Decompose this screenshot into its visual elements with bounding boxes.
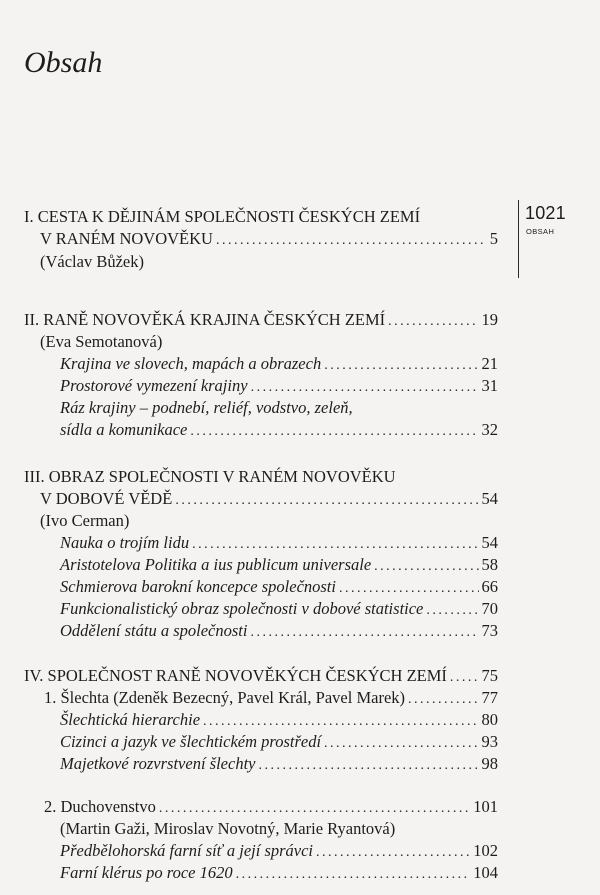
toc-entry-page: 101 (473, 797, 498, 816)
running-header (518, 200, 600, 278)
toc-entry-title: Farní klérus po roce 1620 (60, 863, 233, 882)
toc-entry-page: 32 (481, 420, 498, 439)
toc-entry-page: 31 (481, 376, 498, 395)
toc-entry-page: 77 (481, 688, 498, 707)
toc-entry[interactable] (24, 309, 498, 331)
toc-entry-title: 1. Šlechta (Zdeněk Bezecný, Pavel Král, Pavel Marek) (44, 688, 406, 707)
dot-leader (339, 578, 479, 600)
toc-entry-title: Předbělohorská farní síť a její správci (60, 841, 314, 860)
toc-entry-title: sídla a komunikace (60, 420, 188, 439)
toc-entry-title: V RANÉM NOVOVĚKU (40, 229, 213, 248)
dot-leader (324, 733, 478, 755)
page-number: 1021 (525, 203, 566, 223)
dot-leader (316, 842, 470, 864)
toc-entry-page: 19 (481, 310, 498, 329)
toc-entry[interactable] (60, 419, 498, 441)
toc-entry[interactable] (40, 228, 498, 250)
toc-entry-page: 80 (481, 710, 498, 729)
toc-entry-title: Schmierova barokní koncepce společnosti (60, 577, 336, 596)
toc-entry-title: Šlechtická hierarchie (60, 710, 201, 729)
dot-leader (258, 755, 478, 777)
toc-entry-title: Krajina ve slovech, mapách a obrazech (60, 354, 322, 373)
dot-leader (192, 534, 478, 556)
toc-chapter-heading: I. CESTA K DĚJINÁM SPOLEČNOSTI ČESKÝCH ZEMÍ (24, 207, 421, 226)
toc-entry-page: 5 (489, 229, 498, 248)
toc-entry-title: II. RANĚ NOVOVĚKÁ KRAJINA ČESKÝCH ZEMÍ (24, 310, 386, 329)
dot-leader (203, 711, 478, 733)
toc-entry-title: Cizinci a jazyk ve šlechtickém prostředí (60, 732, 322, 751)
toc-entry[interactable] (60, 731, 498, 753)
toc-author: (Václav Bůžek) (40, 252, 144, 271)
dot-leader (175, 490, 478, 512)
toc-entry-page: 54 (481, 533, 498, 552)
toc-entry[interactable] (60, 840, 498, 862)
toc-entry-page: 104 (473, 863, 498, 882)
toc-entry[interactable] (60, 353, 498, 375)
toc-entry-page: 98 (481, 754, 498, 773)
dot-leader (216, 230, 487, 252)
toc-entry-page: 54 (481, 489, 498, 508)
toc-chapter-heading: III. OBRAZ SPOLEČNOSTI V RANÉM NOVOVĚKU (24, 467, 396, 486)
toc-entry-title: V DOBOVÉ VĚDĚ (40, 489, 173, 508)
toc-entry-title: Aristotelova Politika a ius publicum universale (60, 555, 372, 574)
toc-entry-page: 75 (481, 666, 498, 685)
toc-entry[interactable] (24, 665, 498, 687)
toc-entry-title: IV. SPOLEČNOST RANĚ NOVOVĚKÝCH ČESKÝCH ZEMÍ (24, 666, 447, 685)
toc-entry-title: Nauka o trojím lidu (60, 533, 190, 552)
page-title: Obsah (24, 46, 103, 79)
toc-entry-page: 73 (481, 621, 498, 640)
dot-leader (250, 622, 478, 644)
dot-leader (324, 355, 478, 377)
toc-entry[interactable] (60, 709, 498, 731)
toc-entry-page: 21 (481, 354, 498, 373)
toc-entry-title: 2. Duchovenstvo (44, 797, 156, 816)
dot-leader (251, 377, 479, 399)
dot-leader (426, 600, 478, 622)
dot-leader (159, 798, 470, 820)
dot-leader (236, 864, 471, 886)
toc-entry[interactable] (44, 687, 498, 709)
toc-entry[interactable] (60, 576, 498, 598)
dot-leader (190, 421, 478, 443)
toc-entry-page: 66 (481, 577, 498, 596)
toc-entry-page: 70 (481, 599, 498, 618)
toc-author: (Martin Gaži, Miroslav Novotný, Marie Ryantová) (60, 819, 396, 838)
toc-entry[interactable] (60, 532, 498, 554)
toc-entry-title: Oddělení státu a společnosti (60, 621, 248, 640)
toc-entry-page: 93 (481, 732, 498, 751)
toc-entry-title: Prostorové vymezení krajiny (60, 376, 248, 395)
toc-entry[interactable] (60, 375, 498, 397)
toc-entry[interactable] (40, 488, 498, 510)
toc-entry[interactable] (60, 554, 498, 576)
dot-leader (388, 311, 478, 333)
toc-entry-title: Funkcionalistický obraz společnosti v dobové statistice (60, 599, 424, 618)
toc-entry[interactable] (60, 862, 498, 884)
toc-entry-title: Ráz krajiny – podnebí, reliéf, vodstvo, zeleň, (60, 398, 353, 417)
dot-leader (450, 667, 479, 689)
toc-entry[interactable] (60, 753, 498, 775)
toc-entry-title: Majetkové rozvrstvení šlechty (60, 754, 256, 773)
toc-entry[interactable] (60, 598, 498, 620)
toc-author: (Ivo Cerman) (40, 511, 130, 530)
dot-leader (408, 689, 478, 711)
running-header-label: OBSAH (526, 227, 555, 236)
toc-entry[interactable] (44, 796, 498, 818)
dot-leader (374, 556, 478, 578)
toc-entry-page: 58 (481, 555, 498, 574)
toc-author: (Eva Semotanová) (40, 332, 163, 351)
toc-entry[interactable] (60, 620, 498, 642)
toc-entry-page: 102 (473, 841, 498, 860)
